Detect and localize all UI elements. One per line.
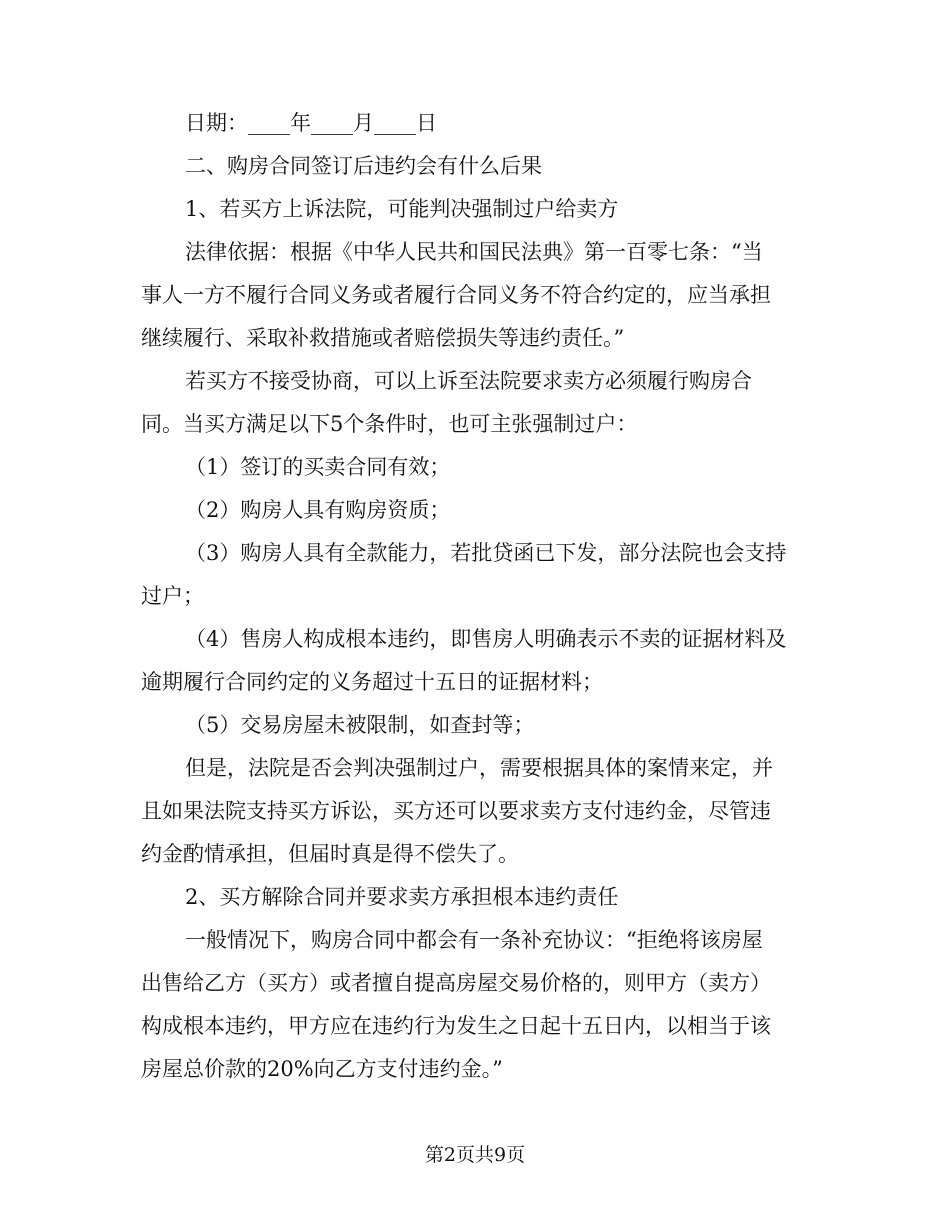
paragraph-line: 同。当买方满足以下5个条件时，也可主张强制过户： bbox=[141, 412, 638, 436]
paragraph-line: 约金酌情承担，但届时真是得不偿失了。 bbox=[141, 842, 519, 866]
section-heading: 二、购房合同签订后违约会有什么后果 bbox=[185, 154, 542, 178]
paragraph-line: 法律依据：根据《中华人民共和国民法典》第一百零七条：“当 bbox=[185, 240, 763, 264]
paragraph-line: 出售给乙方（买方）或者擅自提高房屋交易价格的，则甲方（卖方） bbox=[141, 971, 771, 995]
subheading-2: 2、买方解除合同并要求卖方承担根本违约责任 bbox=[185, 885, 619, 909]
paragraph-line: 事人一方不履行合同义务或者履行合同义务不符合约定的，应当承担 bbox=[141, 283, 771, 307]
page-number-footer: 第2页共9页 bbox=[424, 1144, 526, 1166]
list-item: （4）售房人构成根本违约，即售房人明确表示不卖的证据材料及 bbox=[185, 627, 787, 651]
list-item: （1）签订的买卖合同有效； bbox=[185, 455, 451, 479]
list-item-continuation: 逾期履行合同约定的义务超过十五日的证据材料； bbox=[141, 670, 603, 694]
paragraph-line: 继续履行、采取补救措施或者赔偿损失等违约责任。” bbox=[141, 326, 625, 350]
list-item: （2）购房人具有购房资质； bbox=[185, 498, 451, 522]
subheading-1: 1、若买方上诉法院，可能判决强制过户给卖方 bbox=[185, 197, 619, 221]
paragraph-line: 若买方不接受协商，可以上诉至法院要求卖方必须履行购房合 bbox=[185, 369, 752, 393]
list-item-continuation: 过户； bbox=[141, 584, 204, 608]
paragraph-line: 且如果法院支持买方诉讼，买方还可以要求卖方支付违约金，尽管违 bbox=[141, 799, 771, 823]
paragraph-line: 一般情况下，购房合同中都会有一条补充协议：“拒绝将该房屋 bbox=[185, 928, 763, 952]
paragraph-line: 房屋总价款的20%向乙方支付违约金。” bbox=[141, 1057, 503, 1081]
list-item: （3）购房人具有全款能力，若批贷函已下发，部分法院也会支持 bbox=[185, 541, 787, 565]
date-line: 日期：____年____月____日 bbox=[185, 111, 437, 135]
paragraph-line: 但是，法院是否会判决强制过户，需要根据具体的案情来定，并 bbox=[185, 756, 773, 780]
list-item: （5）交易房屋未被限制，如查封等； bbox=[185, 713, 535, 737]
paragraph-line: 构成根本违约，甲方应在违约行为发生之日起十五日内，以相当于该 bbox=[141, 1014, 771, 1038]
